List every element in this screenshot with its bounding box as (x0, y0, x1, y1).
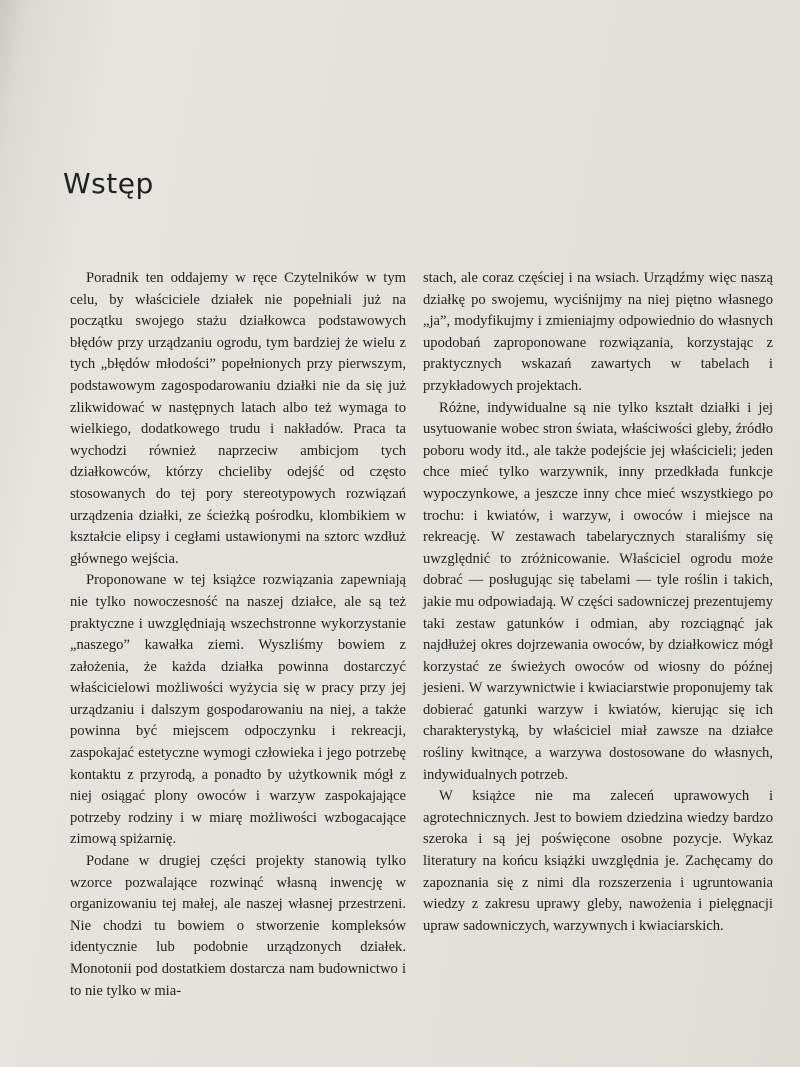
paragraph: Podane w drugiej części projekty stanowią tylko wzorce pozwalające rozwinąć własną inwencję w organizowaniu tej małej, ale naszej własnej przestrzeni. Nie chodzi tu bowiem o stworzenie kompleksów identycznie lub podobnie urządzonych działek. Monotonii pod dostatkiem dostarcza nam budownictwo i to nie tylko w mia- (70, 853, 406, 999)
page-heading: Wstęp (63, 166, 154, 200)
left-text-column (70, 268, 406, 1002)
paragraph: Poradnik ten oddajemy w ręce Czytelników w tym celu, by właściciele działek nie popełniali już na początku swojego stażu działkowca podstawowych błędów przy urządzaniu ogrodu, tym bardziej że wielu z tych „błędów młodości” popełnionych przy pierwszym, podstawowym zagospodarowaniu działki nie da się już zlikwidować w następnych latach albo też wymaga to wielkiego, dodatkowego trudu i nakładów. Praca ta wychodzi również naprzeciw ambicjom tych działkowców, którzy chcieliby odejść od często stosowanych do tej pory stereotypowych rozwiązań urządzenia działki, ze ścieżką pośrodku, klombikiem w kształcie elipsy i cegłami ustawionymi na sztorc wzdłuż głównego wejścia. (70, 270, 406, 567)
right-text-column (423, 268, 773, 937)
paragraph: Różne, indywidualne są nie tylko kształt działki i jej usytuowanie wobec stron świata, właściwości gleby, źródło poboru wody itd., ale także podejście jej właścicieli; jeden chce mieć tylko warzywnik, inny przedkłada funkcje wypoczynkowe, a jeszcze inny chce mieć wszystkiego po trochu: i kwiatów, i warzyw, i owoców i miejsce na rekreację. W zestawach tabelarycznych staraliśmy się uwzględnić to zróżnicowanie. Właściciel ogrodu może dobrać — posługując się tabelami — tyle roślin i takich, jakie mu odpowiadają. W części sadowniczej prezentujemy taki zestaw gatunków i odmian, aby rozciągnąć jak najdłużej okres dojrzewania owoców, by działkowicz mógł korzystać ze świeżych owoców od wiosny do późnej jesieni. W warzywnictwie i kwiaciarstwie proponujemy tak dobierać gatunki warzyw i kwiatów, kierując się ich charakterystyką, by właściciel miał zawsze na działce rośliny kwitnące, a warzywa dostosowane do własnych, indywidualnych potrzeb. (423, 399, 773, 783)
paragraph-continued: stach, ale coraz częściej i na wsiach. Urządźmy więc naszą działkę po swojemu, wyciśnijmy na niej piętno własnego „ja”, modyfikujmy i zmieniajmy odpowiednio do własnych upodobań zaproponowane rozwiązania, korzystając z praktycznych wskazań zawartych w tabelach i przykładowych projektach. (423, 270, 773, 394)
paragraph: W książce nie ma zaleceń uprawowych i agrotechnicznych. Jest to bowiem dziedzina wiedzy bardzo szeroka i są jej poświęcone osobne pozycje. Wykaz literatury na końcu książki uwzględnia je. Zachęcamy do zapoznania się z nimi dla rozszerzenia i ugruntowania wiedzy z zakresu uprawy gleby, nawożenia i pielęgnacji upraw sadowniczych, warzywnych i kwiaciarskich. (423, 788, 773, 934)
paragraph: Proponowane w tej książce rozwiązania zapewniają nie tylko nowoczesność na naszej działce, ale są też praktyczne i uwzględniają wszechstronne wykorzystanie „naszego” kawałka ziemi. Wyszliśmy bowiem z założenia, że każda działka powinna dostarczyć właścicielowi możliwości wyżycia się w pracy przy jej urządzaniu i dalszym gospodarowaniu na niej, a także powinna być miejscem odpoczynku i rekreacji, zaspokajać estetyczne wymogi człowieka i jego potrzebę kontaktu z przyrodą, a ponadto by użytkownik mógł z niej osiągać plony owoców i warzyw zaspokajające potrzeby rodziny i w miarę możliwości wzbogacające zimową spiżarnię. (70, 572, 406, 848)
